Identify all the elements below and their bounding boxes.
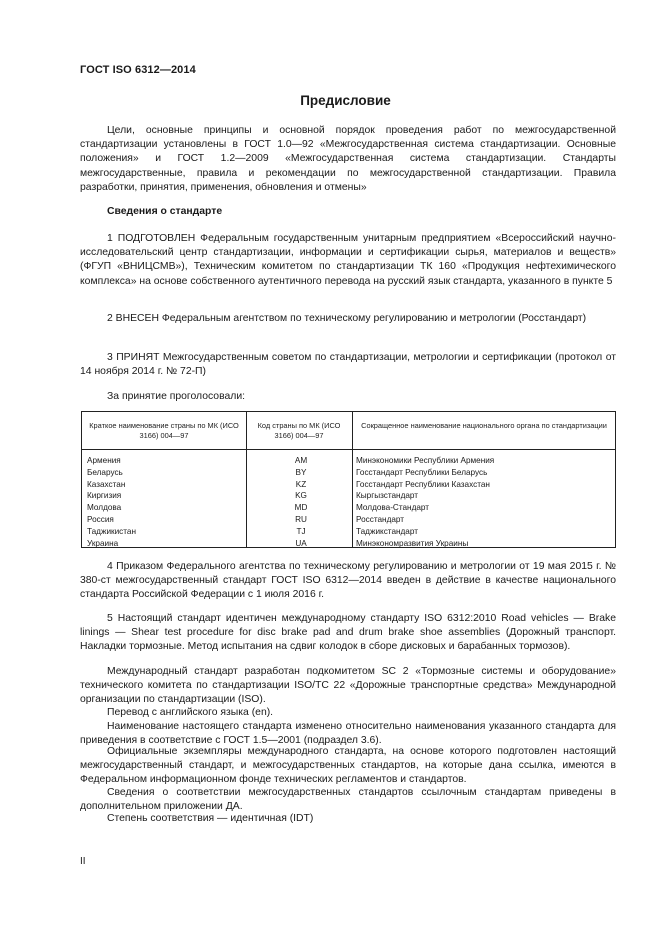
correspondence-note: Сведения о соответствии межгосударственных стандартов ссылочным стандартам приведены в дополнительном приложении ДА.: [80, 787, 616, 813]
country-column: [87, 455, 136, 549]
table-cell-code: AM: [294, 456, 308, 465]
table-cell-body: Таджикстандарт: [356, 526, 418, 536]
page-title: Предисловие: [300, 93, 391, 108]
table-divider: [352, 412, 353, 547]
vote-intro: За принятие проголосовали:: [107, 391, 246, 402]
table-cell-country: Украина: [87, 538, 119, 548]
code-column: [250, 455, 352, 549]
international-development-note: Международный стандарт разработан подкомитетом SC 2 «Тормозные системы и оборудование» технического комитета по стандартизации ISO/TC 22 «Дорожные транспортные средства» Международной организации по стандартизации (ISO).: [80, 666, 616, 706]
table-cell-code: KZ: [295, 479, 307, 489]
table-header-country: Краткое наименование страны по МК (ИСО 3166) 004—97: [89, 421, 239, 440]
table-cell-body: Минэкономики Республики Армения: [356, 456, 495, 465]
table-header-code: Код страны по МК (ИСО 3166) 004—97: [257, 421, 341, 440]
table-cell-country: Беларусь: [87, 467, 123, 477]
table-divider: [246, 412, 247, 547]
paragraph-4-order: 4 Приказом Федерального агентства по техническому регулированию и метрологии от 19 мая 2015 г. № 380-ст межгосударственный стандарт ГОСТ ISO 6312—2014 введен в действие в качестве национального стандарта Российской Федерации с 1 июля 2016 г.: [80, 561, 616, 601]
intro-paragraph: Цели, основные принципы и основной порядок проведения работ по межгосударственной стандартизации установлены в ГОСТ 1.0—92 «Межгосударственная система стандартизации. Основные положения» и ГОСТ 1.2—2009 «Межгосударственная система стандартизации. Стандарты межгосударственные, правила и рекомендации по межгосударственной стандартизации. Правила разработки, принятия, применения, обновления и отмены»: [80, 125, 616, 193]
voting-table: [81, 411, 616, 548]
table-cell-code: RU: [295, 514, 307, 524]
table-cell-body: Госстандарт Республики Казахстан: [356, 479, 490, 489]
table-header-divider: [82, 449, 615, 450]
table-cell-country: Киргизия: [87, 491, 122, 501]
table-cell-body: Кыргызстандарт: [356, 491, 419, 501]
official-copies-note: Официальные экземпляры международного стандарта, на основе которого подготовлен настоящий межгосударственный стандарт, и межгосударственных стандартов, на которые дана ссылка, имеются в Федеральном информационном фонде технических регламентов и стандартов.: [80, 746, 616, 786]
table-cell-country: Армения: [87, 456, 121, 465]
table-cell-code: UA: [295, 538, 307, 548]
section-heading: Сведения о стандарте: [107, 206, 223, 217]
document-code-header: ГОСТ ISO 6312—2014: [80, 64, 196, 76]
name-change-note: Наименование настоящего стандарта изменено относительно наименования указанного стандарта для приведения в соответствие с ГОСТ 1.5—2001 (подраздел 3.6).: [80, 721, 616, 747]
paragraph-5-identical: 5 Настоящий стандарт идентичен международному стандарту ISO 6312:2010 Road vehicles — Brake linings — Shear test procedure for disc brake pad and drum brake shoe assemblies (Дорожный транспорт. Накладки тормозные. Метод испытания на сдвиг колодок в сборе дисковых и барабанных тормозов).: [80, 613, 616, 653]
paragraph-2-submitted: 2 ВНЕСЕН Федеральным агентством по техническому регулированию и метрологии (Росстандарт): [107, 313, 587, 324]
table-cell-country: Молдова: [87, 503, 122, 513]
table-cell-country: Казахстан: [87, 479, 126, 489]
body-column: [356, 455, 494, 549]
table-cell-code: MD: [294, 503, 308, 513]
table-cell-body: Минэкономразвития Украины: [356, 538, 469, 548]
table-cell-country: Таджикистан: [87, 526, 136, 536]
table-header-body: Сокращенное наименование национального органа по стандартизации: [361, 421, 607, 430]
degree-of-correspondence: Степень соответствия — идентичная (IDT): [107, 813, 314, 824]
table-cell-body: Госстандарт Республики Беларусь: [356, 467, 488, 477]
table-cell-country: Россия: [87, 514, 114, 524]
paragraph-1-prepared: 1 ПОДГОТОВЛЕН Федеральным государственным унитарным предприятием «Всероссийский научно-исследовательский центр стандартизации, информации и сертификации сырья, материалов и веществ» (ФГУП «ВНИЦСМВ»), Техническим комитетом по стандартизации ТК 160 «Продукция нефтехимического комплекса» на основе собственного аутентичного перевода на русский язык стандарта, указанного в пункте 5: [80, 233, 616, 287]
table-cell-body: Молдова-Стандарт: [356, 503, 430, 513]
translation-note: Перевод с английского языка (en).: [107, 707, 274, 718]
page-number: II: [80, 856, 86, 867]
paragraph-3-adopted: 3 ПРИНЯТ Межгосударственным советом по стандартизации, метрологии и сертификации (протокол от 14 ноября 2014 г. № 72-П): [80, 352, 616, 378]
table-cell-code: TJ: [296, 526, 306, 536]
table-cell-code: BY: [295, 467, 307, 477]
table-cell-code: KG: [295, 491, 307, 501]
table-cell-body: Росстандарт: [356, 514, 405, 524]
